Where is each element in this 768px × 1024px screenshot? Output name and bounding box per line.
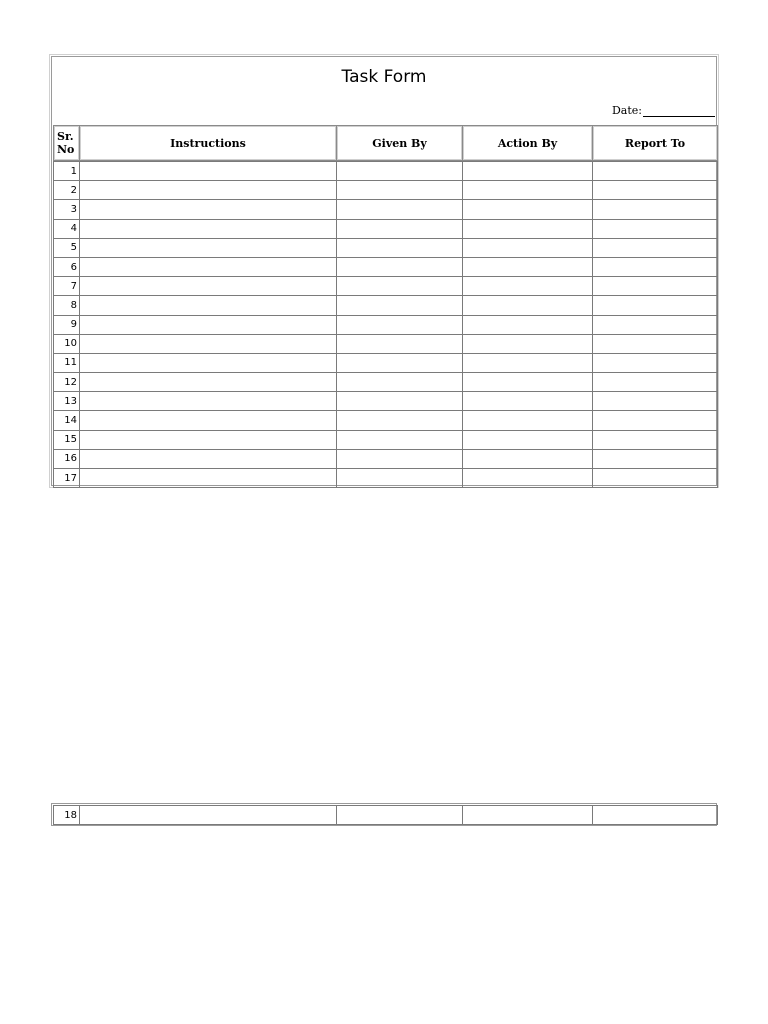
action-by-cell[interactable] [463,181,593,200]
action-by-cell[interactable] [463,806,593,825]
report-to-cell[interactable] [593,469,718,488]
instructions-cell[interactable] [80,277,337,296]
table-row [54,257,718,276]
header-given-by: Given By [337,126,463,161]
action-by-cell[interactable] [463,373,593,392]
header-action-by: Action By [463,126,593,161]
table-row [54,315,718,334]
action-by-cell[interactable] [463,334,593,353]
header-sr-no-line2: No [57,143,75,156]
header-instructions: Instructions [80,126,337,161]
given-by-cell[interactable] [337,315,463,334]
table-row [54,411,718,430]
given-by-cell[interactable] [337,257,463,276]
row-number: 4 [54,219,80,238]
action-by-cell[interactable] [463,392,593,411]
given-by-cell[interactable] [337,806,463,825]
action-by-cell[interactable] [463,411,593,430]
action-by-cell[interactable] [463,238,593,257]
table-row [54,200,718,219]
task-table-continued [53,805,718,825]
row-number: 10 [54,334,80,353]
instructions-cell[interactable] [80,392,337,411]
instructions-cell[interactable] [80,238,337,257]
instructions-cell[interactable] [80,469,337,488]
task-table-body [53,161,718,488]
report-to-cell[interactable] [593,238,718,257]
action-by-cell[interactable] [463,296,593,315]
table-row [54,219,718,238]
given-by-cell[interactable] [337,162,463,181]
row-number: 6 [54,257,80,276]
row-number: 7 [54,277,80,296]
row-number: 13 [54,392,80,411]
instructions-cell[interactable] [80,200,337,219]
given-by-cell[interactable] [337,238,463,257]
instructions-cell[interactable] [80,449,337,468]
given-by-cell[interactable] [337,296,463,315]
report-to-cell[interactable] [593,162,718,181]
date-label: Date: [611,104,642,117]
given-by-cell[interactable] [337,373,463,392]
action-by-cell[interactable] [463,469,593,488]
given-by-cell[interactable] [337,219,463,238]
report-to-cell[interactable] [593,449,718,468]
given-by-cell[interactable] [337,353,463,372]
action-by-cell[interactable] [463,257,593,276]
table-row [54,238,718,257]
row-number: 9 [54,315,80,334]
instructions-cell[interactable] [80,257,337,276]
report-to-cell[interactable] [593,200,718,219]
instructions-cell[interactable] [80,296,337,315]
instructions-cell[interactable] [80,353,337,372]
given-by-cell[interactable] [337,200,463,219]
given-by-cell[interactable] [337,392,463,411]
row-number: 5 [54,238,80,257]
row-number: 17 [54,469,80,488]
instructions-cell[interactable] [80,334,337,353]
table-row [54,277,718,296]
report-to-cell[interactable] [593,806,718,825]
table-row [54,162,718,181]
row-number: 11 [54,353,80,372]
table-row [54,334,718,353]
instructions-cell[interactable] [80,181,337,200]
instructions-cell[interactable] [80,430,337,449]
table-row [54,181,718,200]
row-number: 3 [54,200,80,219]
report-to-cell[interactable] [593,219,718,238]
table-row [54,296,718,315]
action-by-cell[interactable] [463,430,593,449]
report-to-cell[interactable] [593,353,718,372]
action-by-cell[interactable] [463,449,593,468]
header-report-to: Report To [593,126,718,161]
report-to-cell[interactable] [593,334,718,353]
given-by-cell[interactable] [337,449,463,468]
row-number: 16 [54,449,80,468]
row-number: 1 [54,162,80,181]
row-number: 2 [54,181,80,200]
instructions-cell[interactable] [80,162,337,181]
instructions-cell[interactable] [80,373,337,392]
form-title: Task Form [341,67,427,87]
instructions-cell[interactable] [80,806,337,825]
table-row [54,449,718,468]
table-row [54,469,718,488]
given-by-cell[interactable] [337,469,463,488]
action-by-cell[interactable] [463,162,593,181]
given-by-cell[interactable] [337,181,463,200]
action-by-cell[interactable] [463,315,593,334]
report-to-cell[interactable] [593,430,718,449]
report-to-cell[interactable] [593,257,718,276]
report-to-cell[interactable] [593,411,718,430]
report-to-cell[interactable] [593,277,718,296]
row-number: 18 [54,806,80,825]
row-number: 14 [54,411,80,430]
report-to-cell[interactable] [593,373,718,392]
action-by-cell[interactable] [463,219,593,238]
table-row [54,373,718,392]
given-by-cell[interactable] [337,411,463,430]
report-to-cell[interactable] [593,392,718,411]
given-by-cell[interactable] [337,334,463,353]
instructions-cell[interactable] [80,315,337,334]
table-row [54,806,718,825]
instructions-cell[interactable] [80,219,337,238]
row-number: 15 [54,430,80,449]
table-row [54,353,718,372]
date-field [612,104,715,117]
given-by-cell[interactable] [337,430,463,449]
given-by-cell[interactable] [337,277,463,296]
date-input-line[interactable] [643,106,715,117]
task-table-header [53,125,718,161]
row-number: 12 [54,373,80,392]
action-by-cell[interactable] [463,353,593,372]
instructions-cell[interactable] [80,411,337,430]
row-number: 8 [54,296,80,315]
header-sr-no-line1: Sr. [57,130,74,143]
report-to-cell[interactable] [593,296,718,315]
report-to-cell[interactable] [593,181,718,200]
action-by-cell[interactable] [463,277,593,296]
table-row [54,392,718,411]
header-sr-no [54,126,80,161]
table-row [54,430,718,449]
report-to-cell[interactable] [593,315,718,334]
action-by-cell[interactable] [463,200,593,219]
